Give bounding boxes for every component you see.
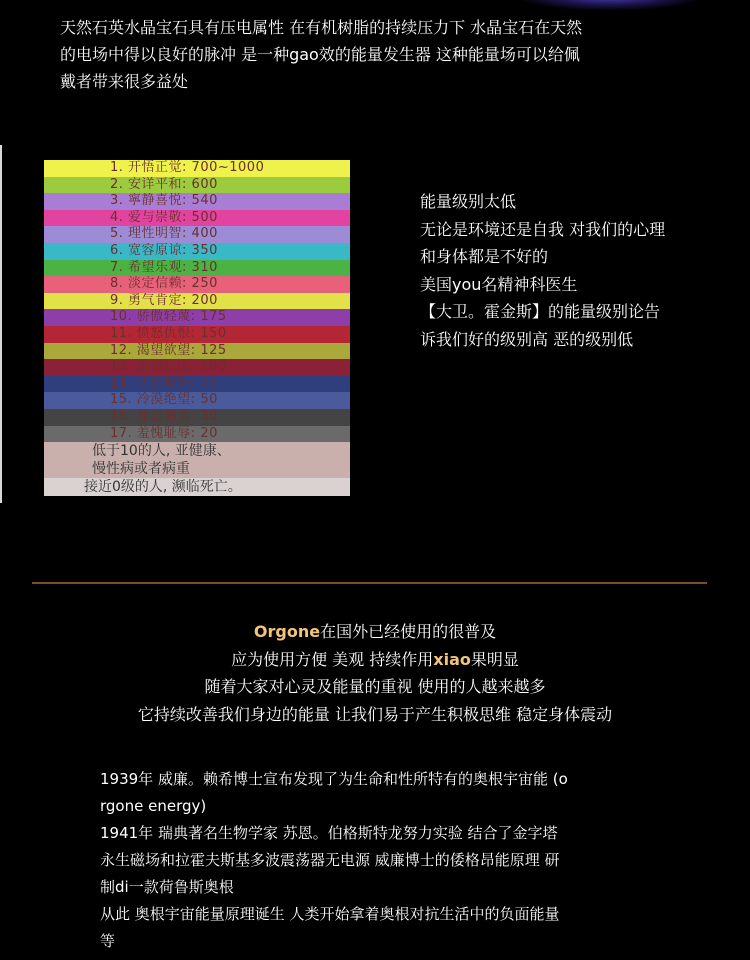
orgone-line [0,646,750,674]
level-footer-line: 接近0级的人, 濒临死亡。 [44,478,350,496]
energy-level-row: 9. 勇气肯定: 200 [44,293,350,310]
intro-line: 的电场中得以良好的脉冲 是一种gao效的能量发生器 这种能量场可以给佩 [60,45,580,64]
history-line: 制di一款荷鲁斯奥根 [100,878,234,896]
history-line: rgone energy) [100,797,207,815]
section-divider [32,582,707,584]
history-line: 永生磁场和拉霍夫斯基多波震荡器无电源 威廉博士的倭格昂能原理 研 [100,851,560,869]
intro-line: 戴者带来很多益处 [60,72,189,91]
note-line: 诉我们好的级别高 恶的级别低 [420,329,634,349]
energy-level-row: 17. 羞愧耻辱: 20 [44,426,350,443]
orgone-text: 应为使用方便 美观 持续作用 [231,649,434,669]
history-line: 1941年 瑞典著名生物学家 苏恩。伯格斯特龙努力实验 结合了金字塔 [100,824,558,842]
energy-level-row: 5. 理性明智: 400 [44,226,350,243]
energy-level-row: 10. 骄傲轻蔑: 175 [44,309,350,326]
intro-line: 天然石英水晶宝石具有压电属性 在有机树脂的持续压力下 水晶宝石在天然 [60,18,583,37]
level-footer-line: 慢性病或者病重 [44,460,350,478]
history-line: 等 [100,932,116,950]
energy-level-row: 2. 安详平和: 600 [44,177,350,194]
energy-level-row: 15. 冷漠绝望: 50 [44,392,350,409]
energy-level-row: 1. 开悟正觉: 700~1000 [44,160,350,177]
orgone-text: 在国外已经使用的很普及 [320,622,497,641]
orgone-line: 它持续改善我们身边的能量 让我们易于产生积极思维 稳定身体震动 [137,704,613,724]
orgone-intro [0,618,750,728]
energy-level-row: 13. 恐惧焦虑: 100 [44,359,350,376]
note-line: 能量级别太低 [420,192,517,211]
orgone-text: 果明显 [470,649,519,669]
energy-level-row: 12. 渴望欲望: 125 [44,343,350,360]
note-line: 无论是环境还是自我 对我们的心理 [420,219,666,239]
energy-level-note [420,188,720,353]
left-edge-line [0,145,2,503]
history-line: 从此 奥根宇宙能量原理诞生 人类开始拿着奥根对抗生活中的负面能量 [100,905,560,923]
history-line: 1939年 威廉。赖希博士宣布发现了为生命和性所特有的奥根宇宙能 (o [100,770,568,788]
energy-level-row: 8. 淡定信赖: 250 [44,276,350,293]
energy-level-row: 7. 希望乐观: 310 [44,260,350,277]
intro-paragraph [60,14,680,95]
orgone-line [0,618,750,646]
orgone-highlight: xiao [433,649,471,669]
level-footer-line: 低于10的人, 亚健康、 [44,442,350,460]
energy-level-row: 16. 罪恶谴责: 30 [44,409,350,426]
note-line: 美国you名精神科医生 [420,274,578,294]
energy-level-row: 6. 宽容原谅: 350 [44,243,350,260]
energy-level-rows [44,160,350,442]
energy-level-row: 14. 忧伤懊悔: 75 [44,376,350,393]
top-glow-decoration [520,0,700,10]
energy-level-row: 3. 寧静喜悦: 540 [44,193,350,210]
energy-level-row: 4. 爱与崇敬: 500 [44,210,350,227]
note-line: 【大卫。霍金斯】的能量级别论告 [420,302,661,321]
energy-level-row: 11. 愤怒仇恨: 150 [44,326,350,343]
energy-level-chart [44,160,350,496]
orgone-history [100,766,680,955]
orgone-brand: Orgone [253,622,321,641]
orgone-line: 随着大家对心灵及能量的重视 使用的人越来越多 [204,677,546,696]
note-line: 和身体都是不好的 [420,247,549,266]
